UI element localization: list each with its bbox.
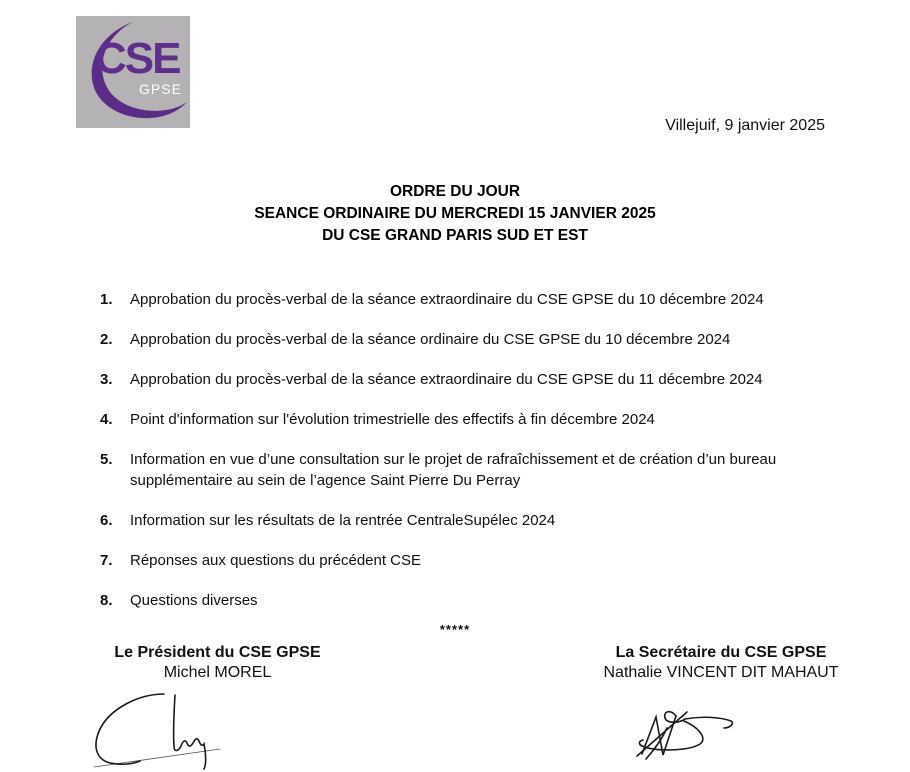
document-title <box>0 181 910 247</box>
agenda-list <box>100 289 860 630</box>
agenda-item <box>100 449 860 491</box>
stars-separator: ***** <box>439 622 471 637</box>
secretary-signature-block <box>560 643 882 683</box>
president-handwritten-signature <box>86 690 304 772</box>
agenda-item <box>100 289 860 310</box>
agenda-item <box>100 369 860 390</box>
agenda-item-number: 5. <box>100 451 113 468</box>
agenda-item-text: Approbation du procès-verbal de la séance extraordinaire du CSE GPSE du 11 décembre 2024 <box>130 371 763 388</box>
secretary-role: La Secrétaire du CSE GPSE <box>615 644 827 661</box>
agenda-item <box>100 510 860 531</box>
logo-subtitle-text: GPSE <box>139 81 182 97</box>
agenda-item-text: Information en vue d’une consultation sur le projet de rafraîchissement et de création d’un bureau supplémentaire au sein de l’agence Saint Pierre Du Perray <box>130 451 777 489</box>
agenda-item-number: 8. <box>100 592 113 609</box>
president-role: Le Président du CSE GPSE <box>114 644 321 661</box>
agenda-item-text: Point d'information sur l'évolution trimestrielle des effectifs à fin décembre 2024 <box>130 411 655 428</box>
agenda-item-number: 4. <box>100 411 113 428</box>
secretary-name: Nathalie VINCENT DIT MAHAUT <box>603 664 839 681</box>
agenda-item-number: 2. <box>100 331 113 348</box>
president-signature-block <box>60 643 375 683</box>
agenda-item <box>100 409 860 430</box>
secretary-handwritten-signature <box>622 697 780 772</box>
agenda-item-number: 7. <box>100 552 113 569</box>
president-name: Michel MOREL <box>163 664 272 681</box>
logo-acronym-text: CSE <box>95 34 180 83</box>
title-line-1: ORDRE DU JOUR <box>389 183 521 200</box>
title-line-2: SEANCE ORDINAIRE DU MERCREDI 15 JANVIER 2025 <box>254 205 656 222</box>
agenda-item-text: Questions diverses <box>130 592 258 609</box>
agenda-item-text: Réponses aux questions du précédent CSE <box>130 552 422 569</box>
agenda-item-text: Information sur les résultats de la rentrée CentraleSupélec 2024 <box>130 512 556 529</box>
agenda-item-text: Approbation du procès-verbal de la séance ordinaire du CSE GPSE du 10 décembre 2024 <box>130 331 731 348</box>
title-line-3: DU CSE GRAND PARIS SUD ET EST <box>322 227 588 244</box>
agenda-item-text: Approbation du procès-verbal de la séance extraordinaire du CSE GPSE du 10 décembre 2024 <box>130 291 764 308</box>
agenda-item <box>100 329 860 350</box>
agenda-item-number: 6. <box>100 512 113 529</box>
cse-gpse-logo <box>76 16 190 128</box>
agenda-item-number: 1. <box>100 291 113 308</box>
agenda-item <box>100 550 860 571</box>
dateline: Villejuif, 9 janvier 2025 <box>665 117 825 134</box>
agenda-item-number: 3. <box>100 371 113 388</box>
agenda-item <box>100 590 860 611</box>
